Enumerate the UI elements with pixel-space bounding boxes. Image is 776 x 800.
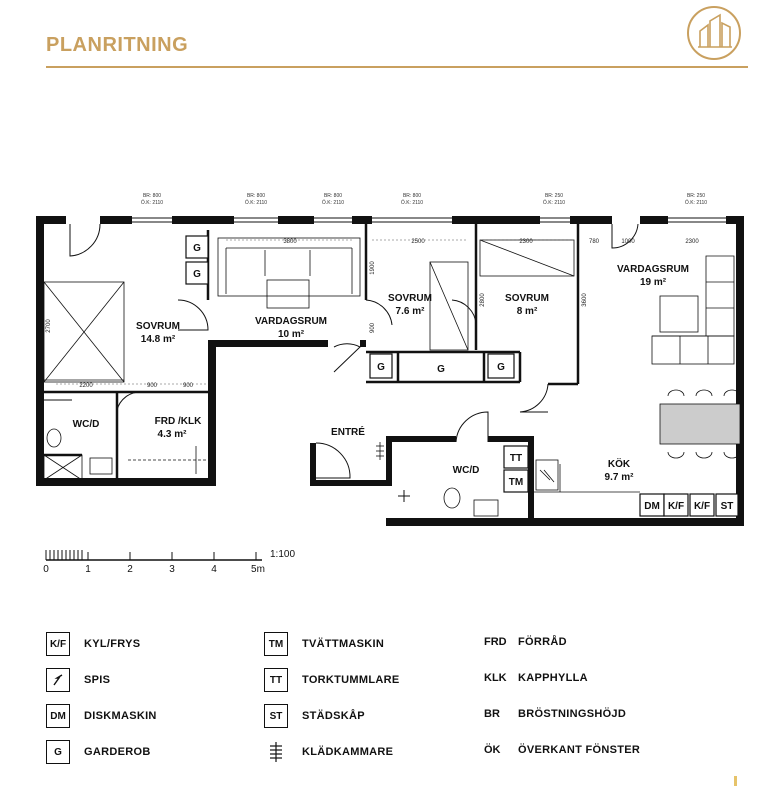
window-label-ok: Ö.K: 2110 [400,200,424,206]
window-label-ok: Ö.K: 2110 [140,200,164,206]
fixture-garderob: G [377,362,385,373]
building-icon [686,5,742,61]
dimension-label: 900 [182,383,194,389]
dimension-label: 1900 [370,261,376,275]
stove-icon [46,668,70,692]
legend-item [264,704,365,728]
window-label-br: BR: 250 [544,193,564,199]
scale-tick: 2 [127,564,133,575]
legend-text: TORKTUMMLARE [302,674,400,686]
dimension-label: 2500 [411,239,425,245]
legend-abbr: BR [484,708,500,720]
room-name: VARDAGSRUM [254,316,328,327]
page-title: PLANRITNING [46,34,189,56]
dimension-label: 900 [146,383,158,389]
scale-tick: 5m [251,564,265,575]
legend-symbol: TM [264,632,288,656]
window-label-ok: Ö.K: 2110 [244,200,268,206]
fixture-garderob: G [193,243,201,254]
fixture-stadskap: ST [720,501,734,512]
room-area: 14.8 m² [140,334,176,345]
legend-symbol: DM [46,704,70,728]
window-label-ok: Ö.K: 2110 [542,200,566,206]
dimension-label: 780 [588,239,600,245]
room-name: SOVRUM [505,293,549,304]
room-name: SOVRUM [388,293,432,304]
legend-text: ÖVERKANT FÖNSTER [518,744,641,756]
fixture-torktummlare: TT [509,453,523,464]
fixture-garderob: G [437,364,445,375]
legend-text: GARDEROB [84,746,151,758]
dimension-label: 3800 [283,239,297,245]
legend-item [264,740,393,764]
window-label-br: BR: 800 [402,193,422,199]
legend-item [46,632,140,656]
legend-symbol: TT [264,668,288,692]
fixture-kylfrys: K/F [693,501,711,512]
scale-tick: 4 [211,564,217,575]
legend-abbr: ÖK [484,744,501,756]
legend-item [46,668,110,692]
corner-mark [734,776,737,786]
room-name: VARDAGSRUM [616,264,690,275]
window-label-br: BR: 800 [323,193,343,199]
legend-item [46,740,151,764]
room-name: ENTRÉ [331,427,365,438]
legend-symbol: G [46,740,70,764]
room-name: KÖK [607,459,631,470]
scale-tick: 1 [85,564,91,575]
room-name: FRD /KLK [154,416,202,427]
dimension-label: 900 [370,322,376,334]
dimension-label: 2700 [46,319,52,333]
legend-text: SPIS [84,674,111,686]
legend-symbol: K/F [46,632,70,656]
scale-tick: 3 [169,564,175,575]
legend-text: KAPPHYLLA [518,672,588,684]
room-area: 7.6 m² [395,306,425,317]
legend-text: FÖRRÅD [518,636,567,648]
fixture-garderob: G [497,362,505,373]
legend-item [264,632,384,656]
room-area: 19 m² [639,277,667,288]
legend-item [484,744,640,756]
room-area: 8 m² [516,306,538,317]
room-area: 4.3 m² [157,429,187,440]
scale-ratio: 1:100 [270,549,296,560]
legend-item [484,708,626,720]
dimension-label: 1000 [621,239,635,245]
dimension-label: 3600 [582,293,588,307]
legend-abbr: KLK [484,672,507,684]
room-name: WC/D [452,465,480,476]
closet-icon [264,740,288,764]
floor-plan [0,180,776,600]
legend-text: DISKMASKIN [84,710,157,722]
legend-symbol: ST [264,704,288,728]
scale-tick: 0 [43,564,49,575]
window-label-br: BR: 800 [246,193,266,199]
window-label-br: BR: 250 [686,193,706,199]
legend-item [484,636,567,648]
room-area: 9.7 m² [604,472,634,483]
room-area: 10 m² [277,329,305,340]
legend-text: KYL/FRYS [84,638,141,650]
legend-text: TVÄTTMASKIN [302,638,385,650]
dimension-label: 2800 [480,293,486,307]
fixture-garderob: G [193,269,201,280]
window-label-ok: Ö.K: 2110 [321,200,345,206]
dimension-label: 2300 [685,239,699,245]
window-label-ok: Ö.K: 2110 [684,200,708,206]
scale-bar [43,549,295,575]
dimension-label: 2200 [79,383,93,389]
fixture-diskmaskin: DM [644,501,660,512]
legend-item [484,672,588,684]
legend-text: KLÄDKAMMARE [302,746,394,758]
fixture-kylfrys: K/F [667,501,685,512]
room-name: WC/D [72,419,100,430]
title-rule [46,66,748,68]
legend-item [264,668,400,692]
legend-item [46,704,157,728]
legend-abbr: FRD [484,636,507,648]
room-name: SOVRUM [136,321,180,332]
fixture-tvattmaskin: TM [508,477,524,488]
legend-text: STÄDSKÅP [302,710,365,722]
window-label-br: BR: 800 [142,193,162,199]
legend-text: BRÖSTNINGSHÖJD [518,708,627,720]
dimension-label: 2300 [519,239,533,245]
